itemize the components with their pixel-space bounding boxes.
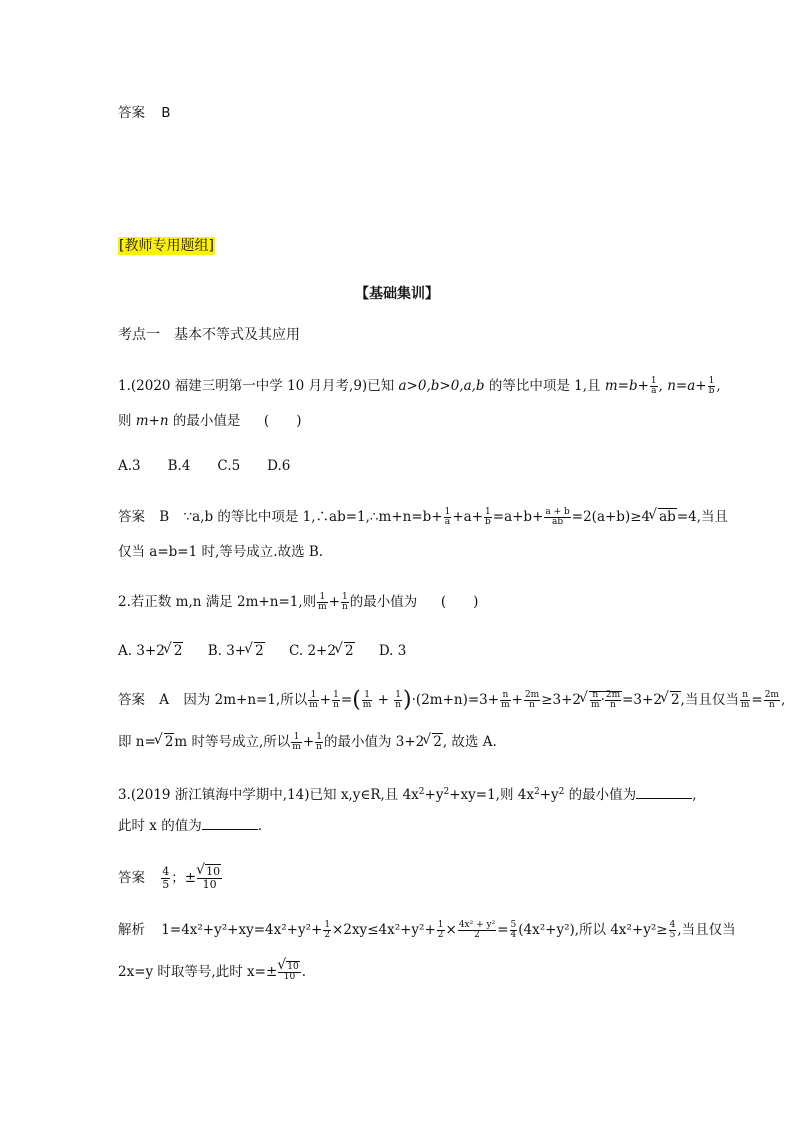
answer-label: 答案 (118, 105, 145, 121)
q1-answer-line2: 仅当 a=b=1 时,等号成立.故选 B. (118, 544, 324, 560)
section-title: 【基础集训】 (355, 286, 439, 302)
q3-explanation-line2: 2x=y 时取等号,此时 x=± √ $\frac{10}{10}$ . (118, 962, 306, 982)
q3-explanation-line1: 解析 1=4x²+y²+xy=4x²+y²+ $\frac{1}{2}$ ×2xy≤4x²+y²+ $\frac{1}{2}$ × $\frac{\text{4x² + y²}}{2}$ = $\frac{5}{4}$ (4x²+y²),所以 4x²+y²≥ $\frac{4}{5}$ ,当且仅当 (118, 920, 736, 940)
answer-paren: ( ) (440, 594, 479, 610)
fraction: $\frac{1}{b}$ (708, 376, 715, 396)
fraction: $\frac{1}{b}$ (485, 507, 491, 527)
kaodian-heading: 考点一 基本不等式及其应用 (118, 327, 300, 343)
fraction: $\frac{a + b}{ab}$ (545, 507, 570, 527)
q1-stem-line1: 1.(2020 福建三明第一中学 10 月月考,9)已知 a>0,b>0,a,b 的等比中项是 1,且 m=b+ $\frac{1}{a}$ , n=a+ $\frac{1}{b}$ , (118, 376, 721, 396)
q3-stem-line2: 此时 x 的值为 . (118, 818, 262, 834)
fraction: $\frac{1}{a}$ (444, 507, 451, 527)
answer-paren: ( ) (263, 413, 302, 429)
teacher-tag-line (118, 236, 215, 256)
q1-options: A.3 B.4 C.5 D.6 (118, 458, 291, 474)
answer-value: B (161, 105, 171, 121)
top-answer (118, 103, 171, 123)
q2-answer-line2: 即 n=√ 2m 时等号成立,所以 $\frac{1}{m}$ + $\frac{1}{n}$ 的最小值为 3+2√ 2, 故选 A. (118, 732, 497, 752)
teacher-tag: [教师专用题组] (119, 238, 214, 254)
q1-answer-line1: 答案 B ∵a,b 的等比中项是 1,∴ab=1,∴m+n=b+ $\frac{1}{a}$ +a+ $\frac{1}{b}$ =a+b+ $\frac{a + b}{ab}$ =2(a+b)≥4√ ab=4,当且 (118, 507, 728, 527)
fraction: $\frac{1}{m}$ (318, 592, 327, 612)
q2-stem: 2.若正数 m,n 满足 2m+n=1,则 $\frac{1}{m}$ + $\frac{1}{n}$ 的最小值为 ( ) (118, 592, 484, 612)
q3-stem-line1: 3.(2019 浙江镇海中学期中,14)已知 x,y∈R,且 $4x^2+y^2+xy=1$,则 $4x^2+y^2$ 的最小值为 , (118, 787, 697, 803)
q3-answer: 答案 $\frac{4}{5}$ ；± √ $\frac{10}{10}$ (118, 866, 223, 891)
sqrt: √ ab (650, 507, 677, 527)
fraction: $\frac{1}{n}$ (342, 592, 348, 612)
q1-stem-line2: 则 m+n 的最小值是 ( ) (118, 411, 307, 431)
q2-options: A. 3+2√ 2 B. 3+√ 2 C. 2+2√ 2 D. 3 (118, 641, 406, 661)
fraction: $\frac{1}{a}$ (650, 376, 657, 396)
fill-blank[interactable] (202, 817, 258, 830)
q2-answer-line1: 答案 A 因为 2m+n=1,所以 $\frac{1}{m}$ + $\frac{1}{n}$ =( $\frac{1}{m}$ + $\frac{1}{n}$ )·(2m+n)=3+ $\frac{n}{m}$ + $\frac{2m}{n}$ ≥3+2 √ $\frac{n}{m}$ · $\frac{2m}{n}$ =3+2√ 2,当且仅当 $\frac{n}{m}$ = $\frac{2m}{n}$ , (118, 690, 785, 710)
fill-blank[interactable] (636, 786, 692, 799)
